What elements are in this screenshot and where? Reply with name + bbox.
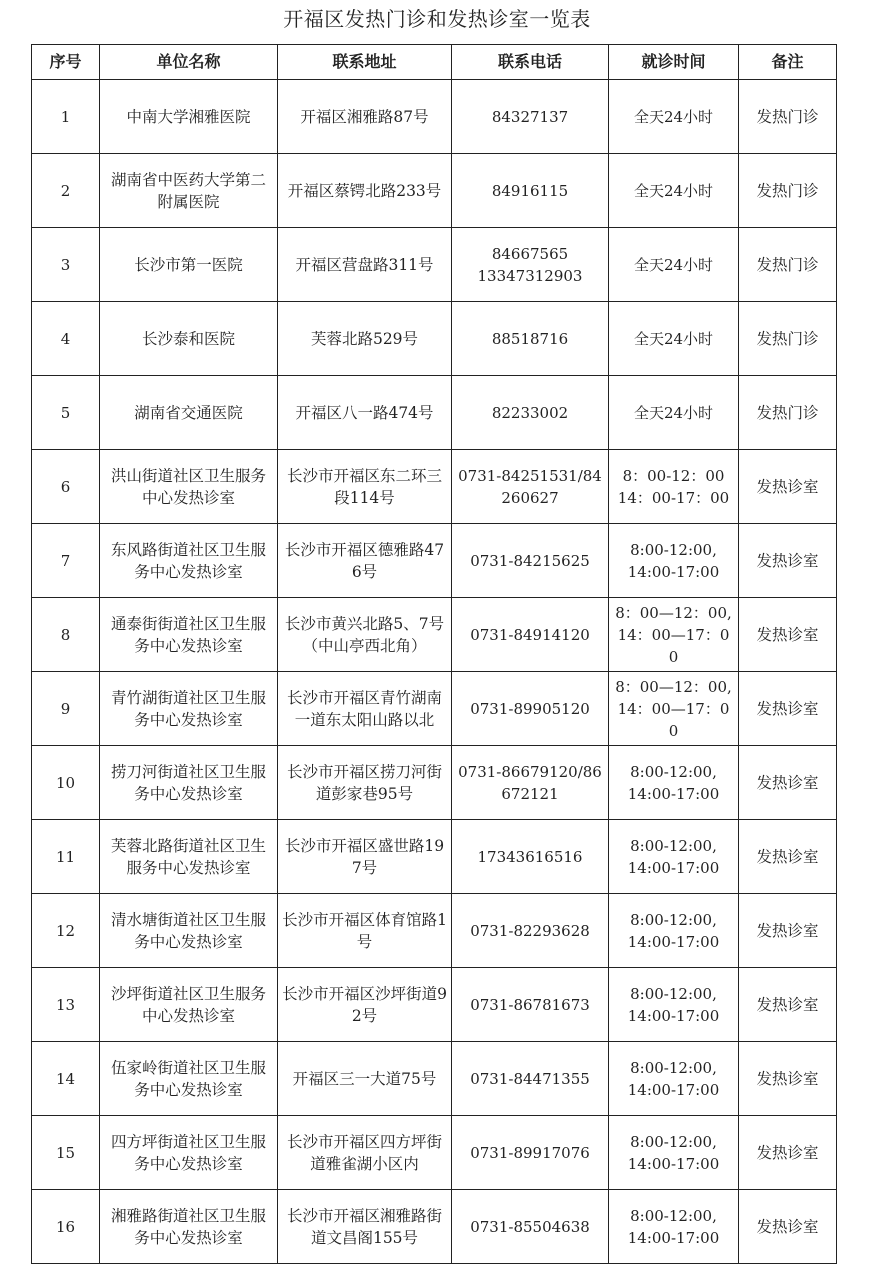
cell-index: 3: [32, 228, 100, 302]
cell-phone: 84327137: [452, 80, 609, 154]
cell-phone: 0731-84251531/84260627: [452, 450, 609, 524]
cell-hours: 8:00-12:00, 14:00-17:00: [609, 524, 739, 598]
table-header: [32, 45, 837, 80]
cell-note: 发热诊室: [739, 450, 837, 524]
table-body: [32, 80, 837, 1264]
cell-phone: 0731-84471355: [452, 1042, 609, 1116]
cell-index: 2: [32, 154, 100, 228]
cell-note: 发热诊室: [739, 672, 837, 746]
table-row: [32, 524, 837, 598]
cell-address: 长沙市开福区东二环三段114号: [278, 450, 452, 524]
header-hours: 就诊时间: [609, 45, 739, 80]
cell-note: 发热诊室: [739, 968, 837, 1042]
table-row: [32, 1190, 837, 1264]
header-unit-name: 单位名称: [100, 45, 278, 80]
cell-note: 发热诊室: [739, 820, 837, 894]
cell-index: 5: [32, 376, 100, 450]
cell-address: 长沙市开福区捞刀河街道彭家巷95号: [278, 746, 452, 820]
cell-unit-name: 长沙市第一医院: [100, 228, 278, 302]
cell-unit-name: 沙坪街道社区卫生服务中心发热诊室: [100, 968, 278, 1042]
cell-unit-name: 东风路街道社区卫生服务中心发热诊室: [100, 524, 278, 598]
header-address: 联系地址: [278, 45, 452, 80]
cell-hours: 8：00-12：00 14：00-17：00: [609, 450, 739, 524]
cell-hours: 全天24小时: [609, 80, 739, 154]
cell-note: 发热门诊: [739, 302, 837, 376]
cell-unit-name: 四方坪街道社区卫生服务中心发热诊室: [100, 1116, 278, 1190]
cell-note: 发热诊室: [739, 1190, 837, 1264]
table-row: [32, 820, 837, 894]
cell-unit-name: 中南大学湘雅医院: [100, 80, 278, 154]
cell-index: 9: [32, 672, 100, 746]
cell-index: 14: [32, 1042, 100, 1116]
header-note: 备注: [739, 45, 837, 80]
cell-note: 发热诊室: [739, 894, 837, 968]
cell-phone: 0731-84914120: [452, 598, 609, 672]
cell-phone: 82233002: [452, 376, 609, 450]
cell-phone: 0731-89905120: [452, 672, 609, 746]
cell-address: 芙蓉北路529号: [278, 302, 452, 376]
header-index: 序号: [32, 45, 100, 80]
header-phone: 联系电话: [452, 45, 609, 80]
cell-address: 长沙市开福区四方坪街道雅雀湖小区内: [278, 1116, 452, 1190]
cell-note: 发热门诊: [739, 154, 837, 228]
cell-index: 6: [32, 450, 100, 524]
cell-address: 长沙市开福区德雅路476号: [278, 524, 452, 598]
cell-note: 发热诊室: [739, 746, 837, 820]
cell-unit-name: 湘雅路街道社区卫生服务中心发热诊室: [100, 1190, 278, 1264]
cell-phone: 88518716: [452, 302, 609, 376]
cell-phone: 0731-86679120/86672121: [452, 746, 609, 820]
table-row: [32, 672, 837, 746]
cell-address: 开福区蔡锷北路233号: [278, 154, 452, 228]
cell-phone: 0731-86781673: [452, 968, 609, 1042]
table-row: [32, 302, 837, 376]
cell-index: 1: [32, 80, 100, 154]
cell-phone: 17343616516: [452, 820, 609, 894]
cell-address: 长沙市开福区盛世路197号: [278, 820, 452, 894]
cell-address: 长沙市开福区青竹湖南一道东太阳山路以北: [278, 672, 452, 746]
cell-phone: 0731-85504638: [452, 1190, 609, 1264]
cell-index: 13: [32, 968, 100, 1042]
table-row: [32, 154, 837, 228]
cell-hours: 8:00-12:00, 14:00-17:00: [609, 1042, 739, 1116]
cell-hours: 全天24小时: [609, 376, 739, 450]
clinic-table: [31, 44, 837, 1264]
cell-index: 4: [32, 302, 100, 376]
cell-address: 长沙市黄兴北路5、7号（中山亭西北角）: [278, 598, 452, 672]
cell-index: 12: [32, 894, 100, 968]
table-row: [32, 376, 837, 450]
cell-index: 15: [32, 1116, 100, 1190]
cell-phone: 84667565 13347312903: [452, 228, 609, 302]
cell-hours: 全天24小时: [609, 154, 739, 228]
cell-hours: 8:00-12:00, 14:00-17:00: [609, 968, 739, 1042]
cell-note: 发热门诊: [739, 228, 837, 302]
cell-address: 长沙市开福区体育馆路1号: [278, 894, 452, 968]
cell-unit-name: 伍家岭街道社区卫生服务中心发热诊室: [100, 1042, 278, 1116]
table-row: [32, 228, 837, 302]
cell-hours: 8:00-12:00, 14:00-17:00: [609, 1190, 739, 1264]
cell-index: 11: [32, 820, 100, 894]
cell-address: 开福区三一大道75号: [278, 1042, 452, 1116]
cell-index: 8: [32, 598, 100, 672]
cell-note: 发热诊室: [739, 598, 837, 672]
cell-unit-name: 湖南省交通医院: [100, 376, 278, 450]
cell-index: 10: [32, 746, 100, 820]
header-row: [32, 45, 837, 80]
cell-note: 发热门诊: [739, 376, 837, 450]
page-title: 开福区发热门诊和发热诊室一览表: [283, 7, 591, 31]
cell-phone: 0731-82293628: [452, 894, 609, 968]
cell-hours: 8:00-12:00, 14:00-17:00: [609, 820, 739, 894]
cell-address: 开福区营盘路311号: [278, 228, 452, 302]
cell-address: 开福区八一路474号: [278, 376, 452, 450]
cell-unit-name: 芙蓉北路街道社区卫生服务中心发热诊室: [100, 820, 278, 894]
cell-address: 开福区湘雅路87号: [278, 80, 452, 154]
cell-index: 16: [32, 1190, 100, 1264]
table-row: [32, 598, 837, 672]
cell-unit-name: 清水塘街道社区卫生服务中心发热诊室: [100, 894, 278, 968]
cell-unit-name: 长沙泰和医院: [100, 302, 278, 376]
cell-note: 发热诊室: [739, 1042, 837, 1116]
cell-hours: 8：00—12：00, 14：00—17：00: [609, 598, 739, 672]
cell-note: 发热诊室: [739, 1116, 837, 1190]
cell-address: 长沙市开福区湘雅路街道文昌阁155号: [278, 1190, 452, 1264]
cell-note: 发热门诊: [739, 80, 837, 154]
cell-hours: 8:00-12:00, 14:00-17:00: [609, 1116, 739, 1190]
table-row: [32, 1042, 837, 1116]
cell-unit-name: 捞刀河街道社区卫生服务中心发热诊室: [100, 746, 278, 820]
cell-index: 7: [32, 524, 100, 598]
table-row: [32, 746, 837, 820]
cell-unit-name: 洪山街道社区卫生服务中心发热诊室: [100, 450, 278, 524]
table-row: [32, 894, 837, 968]
table-row: [32, 968, 837, 1042]
cell-hours: 8：00—12：00, 14：00—17：00: [609, 672, 739, 746]
cell-hours: 8:00-12:00, 14:00-17:00: [609, 894, 739, 968]
cell-phone: 0731-84215625: [452, 524, 609, 598]
cell-address: 长沙市开福区沙坪街道92号: [278, 968, 452, 1042]
table-row: [32, 80, 837, 154]
table-row: [32, 450, 837, 524]
cell-unit-name: 青竹湖街道社区卫生服务中心发热诊室: [100, 672, 278, 746]
cell-phone: 84916115: [452, 154, 609, 228]
cell-phone: 0731-89917076: [452, 1116, 609, 1190]
cell-hours: 全天24小时: [609, 302, 739, 376]
cell-unit-name: 湖南省中医药大学第二附属医院: [100, 154, 278, 228]
cell-hours: 8:00-12:00, 14:00-17:00: [609, 746, 739, 820]
cell-unit-name: 通泰街街道社区卫生服务中心发热诊室: [100, 598, 278, 672]
cell-note: 发热诊室: [739, 524, 837, 598]
cell-hours: 全天24小时: [609, 228, 739, 302]
table-row: [32, 1116, 837, 1190]
